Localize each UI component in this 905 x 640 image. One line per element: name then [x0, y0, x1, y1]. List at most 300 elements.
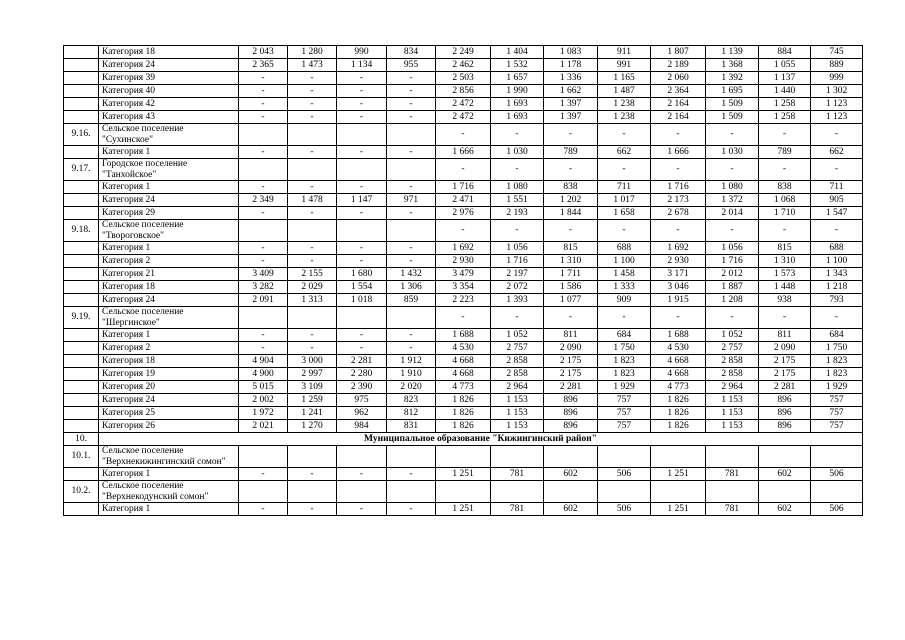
category-name: Категория 24 — [99, 394, 239, 407]
value-cell: - — [759, 220, 811, 242]
value-cell: 975 — [337, 394, 387, 407]
value-cell: 1 807 — [651, 46, 706, 59]
value-cell: 4 668 — [436, 368, 491, 381]
value-cell — [387, 220, 436, 242]
value-cell: - — [544, 307, 598, 329]
value-cell: 2 997 — [288, 368, 337, 381]
row-number — [64, 268, 99, 281]
value-cell: - — [544, 124, 598, 146]
value-cell: 859 — [387, 294, 436, 307]
value-cell: - — [337, 329, 387, 342]
value-cell: 2 021 — [239, 420, 288, 433]
value-cell: 1 826 — [436, 394, 491, 407]
row-number: 10. — [64, 433, 99, 446]
settlement-name: Городское поселение "Танхойское" — [99, 159, 239, 181]
value-cell: 2 281 — [544, 381, 598, 394]
value-cell: 1 055 — [759, 59, 811, 72]
value-cell: 1 017 — [598, 194, 651, 207]
value-cell: 911 — [598, 46, 651, 59]
value-cell: - — [337, 242, 387, 255]
value-cell — [239, 307, 288, 329]
value-cell: 1 052 — [491, 329, 544, 342]
value-cell: - — [337, 85, 387, 98]
value-cell: 5 015 — [239, 381, 288, 394]
category-name: Категория 19 — [99, 368, 239, 381]
value-cell — [387, 159, 436, 181]
value-cell: 3 354 — [436, 281, 491, 294]
table-row — [64, 503, 863, 516]
value-cell: 745 — [811, 46, 863, 59]
value-cell: - — [239, 468, 288, 481]
category-name: Категория 1 — [99, 329, 239, 342]
value-cell: 1 666 — [651, 146, 706, 159]
value-cell: - — [598, 124, 651, 146]
value-cell: 1 716 — [651, 181, 706, 194]
settlement-row — [64, 220, 863, 242]
row-number — [64, 394, 99, 407]
value-cell — [337, 481, 387, 503]
table-row — [64, 72, 863, 85]
value-cell: 1 844 — [544, 207, 598, 220]
value-cell: 1 692 — [651, 242, 706, 255]
value-cell: 711 — [598, 181, 651, 194]
category-name: Категория 21 — [99, 268, 239, 281]
value-cell: 2 280 — [337, 368, 387, 381]
value-cell: 1 716 — [436, 181, 491, 194]
value-cell: - — [337, 255, 387, 268]
value-cell: 896 — [759, 407, 811, 420]
row-number — [64, 181, 99, 194]
value-cell: 1 573 — [759, 268, 811, 281]
value-cell: 1 711 — [544, 268, 598, 281]
value-cell: 1 056 — [491, 242, 544, 255]
value-cell: 757 — [811, 420, 863, 433]
value-cell: 1 238 — [598, 111, 651, 124]
value-cell: 1 509 — [706, 111, 759, 124]
value-cell: 1 716 — [706, 255, 759, 268]
value-cell: 2 090 — [759, 342, 811, 355]
value-cell — [239, 446, 288, 468]
category-name: Категория 18 — [99, 46, 239, 59]
value-cell: 1 372 — [706, 194, 759, 207]
value-cell: - — [337, 98, 387, 111]
value-cell: 1 657 — [491, 72, 544, 85]
value-cell: 1 123 — [811, 111, 863, 124]
value-cell — [436, 446, 491, 468]
tariff-table — [63, 45, 863, 516]
row-number — [64, 207, 99, 220]
value-cell: - — [337, 207, 387, 220]
value-cell: 2 930 — [651, 255, 706, 268]
value-cell: 2 390 — [337, 381, 387, 394]
value-cell: 2 197 — [491, 268, 544, 281]
value-cell — [598, 446, 651, 468]
value-cell: - — [288, 72, 337, 85]
row-number — [64, 111, 99, 124]
value-cell: 2 175 — [759, 368, 811, 381]
value-cell: 823 — [387, 394, 436, 407]
value-cell: 812 — [387, 407, 436, 420]
value-cell: 2 189 — [651, 59, 706, 72]
value-cell — [544, 481, 598, 503]
value-cell: 2 678 — [651, 207, 706, 220]
value-cell: 1 750 — [811, 342, 863, 355]
value-cell: 4 530 — [651, 342, 706, 355]
row-number — [64, 46, 99, 59]
value-cell: 2 173 — [651, 194, 706, 207]
value-cell: 1 972 — [239, 407, 288, 420]
table-row — [64, 329, 863, 342]
value-cell: - — [706, 124, 759, 146]
value-cell — [239, 159, 288, 181]
settlement-row — [64, 124, 863, 146]
value-cell: 896 — [759, 420, 811, 433]
value-cell: - — [337, 503, 387, 516]
value-cell: 2 090 — [544, 342, 598, 355]
value-cell: 1 658 — [598, 207, 651, 220]
value-cell: 1 178 — [544, 59, 598, 72]
category-name: Категория 43 — [99, 111, 239, 124]
value-cell: 1 153 — [706, 394, 759, 407]
value-cell: - — [288, 242, 337, 255]
value-cell — [288, 220, 337, 242]
value-cell — [491, 481, 544, 503]
value-cell: - — [387, 111, 436, 124]
value-cell: 1 218 — [811, 281, 863, 294]
value-cell: 1 368 — [706, 59, 759, 72]
value-cell: 1 432 — [387, 268, 436, 281]
value-cell: 1 336 — [544, 72, 598, 85]
value-cell: 1 693 — [491, 111, 544, 124]
value-cell: 757 — [811, 394, 863, 407]
value-cell: 2 002 — [239, 394, 288, 407]
value-cell: - — [288, 503, 337, 516]
value-cell — [811, 446, 863, 468]
value-cell: - — [387, 242, 436, 255]
value-cell: 789 — [759, 146, 811, 159]
row-number — [64, 242, 99, 255]
value-cell: 781 — [491, 468, 544, 481]
section-title: Муниципальное образование "Кижингинский район" — [99, 433, 863, 446]
value-cell: - — [387, 72, 436, 85]
value-cell: 1 202 — [544, 194, 598, 207]
value-cell: 1 208 — [706, 294, 759, 307]
value-cell: 1 826 — [651, 420, 706, 433]
value-cell: 1 440 — [759, 85, 811, 98]
value-cell: 1 826 — [651, 407, 706, 420]
value-cell: 2 091 — [239, 294, 288, 307]
value-cell: - — [239, 98, 288, 111]
table-row — [64, 46, 863, 59]
value-cell: 1 030 — [491, 146, 544, 159]
value-cell: - — [337, 181, 387, 194]
value-cell: 1 826 — [436, 407, 491, 420]
value-cell: 815 — [544, 242, 598, 255]
value-cell: 815 — [759, 242, 811, 255]
value-cell: 4 530 — [436, 342, 491, 355]
value-cell: 1 080 — [706, 181, 759, 194]
row-number — [64, 281, 99, 294]
value-cell — [288, 307, 337, 329]
value-cell: 1 165 — [598, 72, 651, 85]
row-number — [64, 503, 99, 516]
value-cell: 991 — [598, 59, 651, 72]
category-name: Категория 18 — [99, 355, 239, 368]
value-cell: - — [706, 220, 759, 242]
value-cell: 1 343 — [811, 268, 863, 281]
value-cell: 3 171 — [651, 268, 706, 281]
value-cell: 2 964 — [491, 381, 544, 394]
value-cell: - — [598, 220, 651, 242]
value-cell: 938 — [759, 294, 811, 307]
value-cell: 811 — [759, 329, 811, 342]
value-cell: 688 — [811, 242, 863, 255]
value-cell: 2 014 — [706, 207, 759, 220]
value-cell: 757 — [598, 420, 651, 433]
value-cell: 602 — [544, 503, 598, 516]
value-cell: - — [337, 146, 387, 159]
value-cell — [337, 159, 387, 181]
value-cell: 1 716 — [491, 255, 544, 268]
value-cell: 2 472 — [436, 98, 491, 111]
value-cell: 1 258 — [759, 111, 811, 124]
value-cell — [544, 446, 598, 468]
value-cell: - — [811, 159, 863, 181]
value-cell: 838 — [759, 181, 811, 194]
value-cell: 1 662 — [544, 85, 598, 98]
value-cell: - — [337, 342, 387, 355]
table-row — [64, 394, 863, 407]
value-cell: 757 — [598, 407, 651, 420]
value-cell: - — [239, 255, 288, 268]
value-cell: 2 249 — [436, 46, 491, 59]
value-cell: - — [651, 307, 706, 329]
value-cell: 1 100 — [598, 255, 651, 268]
value-cell: - — [239, 181, 288, 194]
value-cell — [239, 220, 288, 242]
value-cell: 1 139 — [706, 46, 759, 59]
value-cell: 1 680 — [337, 268, 387, 281]
row-number — [64, 98, 99, 111]
value-cell: 1 666 — [436, 146, 491, 159]
value-cell: 2 060 — [651, 72, 706, 85]
value-cell: 1 153 — [706, 407, 759, 420]
value-cell: 1 910 — [387, 368, 436, 381]
value-cell: 1 750 — [598, 342, 651, 355]
value-cell: 1 241 — [288, 407, 337, 420]
value-cell — [811, 481, 863, 503]
value-cell: 3 479 — [436, 268, 491, 281]
value-cell: 2 072 — [491, 281, 544, 294]
value-cell: 1 134 — [337, 59, 387, 72]
value-cell: 1 123 — [811, 98, 863, 111]
value-cell: 2 175 — [759, 355, 811, 368]
table-row — [64, 111, 863, 124]
value-cell: 1 823 — [811, 368, 863, 381]
value-cell: 1 077 — [544, 294, 598, 307]
value-cell: - — [288, 468, 337, 481]
value-cell: 2 757 — [491, 342, 544, 355]
value-cell: 889 — [811, 59, 863, 72]
value-cell: 1 912 — [387, 355, 436, 368]
table-row — [64, 368, 863, 381]
value-cell: - — [288, 255, 337, 268]
value-cell: 1 147 — [337, 194, 387, 207]
value-cell: 1 100 — [811, 255, 863, 268]
value-cell: 2 472 — [436, 111, 491, 124]
value-cell: 1 586 — [544, 281, 598, 294]
value-cell: 1 551 — [491, 194, 544, 207]
category-name: Категория 42 — [99, 98, 239, 111]
value-cell: 506 — [598, 503, 651, 516]
value-cell: 1 554 — [337, 281, 387, 294]
value-cell: 1 458 — [598, 268, 651, 281]
value-cell — [759, 446, 811, 468]
value-cell: 884 — [759, 46, 811, 59]
table-row — [64, 355, 863, 368]
value-cell: - — [239, 342, 288, 355]
value-cell: 990 — [337, 46, 387, 59]
value-cell: - — [598, 307, 651, 329]
value-cell — [337, 446, 387, 468]
value-cell: - — [387, 342, 436, 355]
table-row — [64, 181, 863, 194]
category-name: Категория 24 — [99, 194, 239, 207]
row-number — [64, 294, 99, 307]
value-cell — [598, 481, 651, 503]
settlement-name: Сельское поселение "Сухинское" — [99, 124, 239, 146]
value-cell: 1 547 — [811, 207, 863, 220]
row-number — [64, 468, 99, 481]
category-name: Категория 1 — [99, 146, 239, 159]
value-cell: 2 858 — [706, 368, 759, 381]
value-cell: - — [239, 85, 288, 98]
value-cell: 2 175 — [544, 368, 598, 381]
value-cell: 1 397 — [544, 98, 598, 111]
value-cell: 781 — [706, 503, 759, 516]
value-cell — [288, 124, 337, 146]
value-cell: - — [436, 159, 491, 181]
value-cell: 1 823 — [598, 355, 651, 368]
value-cell: 602 — [759, 503, 811, 516]
value-cell: 2 164 — [651, 98, 706, 111]
table-row — [64, 381, 863, 394]
row-number — [64, 59, 99, 72]
value-cell: - — [288, 342, 337, 355]
table-row — [64, 98, 863, 111]
value-cell: 1 397 — [544, 111, 598, 124]
table-row — [64, 59, 863, 72]
value-cell: 711 — [811, 181, 863, 194]
row-number — [64, 194, 99, 207]
value-cell — [387, 481, 436, 503]
value-cell — [651, 481, 706, 503]
value-cell: 506 — [811, 468, 863, 481]
value-cell: 4 668 — [651, 368, 706, 381]
row-number: 9.18. — [64, 220, 99, 242]
value-cell: 4 668 — [436, 355, 491, 368]
value-cell: - — [811, 307, 863, 329]
value-cell: 1 710 — [759, 207, 811, 220]
row-number — [64, 146, 99, 159]
value-cell: 1 915 — [651, 294, 706, 307]
value-cell: 2 976 — [436, 207, 491, 220]
table-row — [64, 242, 863, 255]
value-cell: - — [239, 503, 288, 516]
category-name: Категория 1 — [99, 181, 239, 194]
value-cell: 506 — [598, 468, 651, 481]
value-cell: 2 858 — [491, 368, 544, 381]
row-number: 10.1. — [64, 446, 99, 468]
value-cell: 1 823 — [811, 355, 863, 368]
value-cell: 1 302 — [811, 85, 863, 98]
value-cell: 1 333 — [598, 281, 651, 294]
table-row — [64, 268, 863, 281]
settlement-row — [64, 446, 863, 468]
value-cell: 1 068 — [759, 194, 811, 207]
value-cell — [759, 481, 811, 503]
row-number: 9.16. — [64, 124, 99, 146]
category-name: Категория 25 — [99, 407, 239, 420]
value-cell: 1 153 — [491, 394, 544, 407]
value-cell: 896 — [544, 407, 598, 420]
value-cell: 1 251 — [651, 503, 706, 516]
row-number — [64, 72, 99, 85]
value-cell: 1 688 — [436, 329, 491, 342]
value-cell: 1 826 — [651, 394, 706, 407]
table-row — [64, 281, 863, 294]
value-cell: 1 137 — [759, 72, 811, 85]
value-cell: 789 — [544, 146, 598, 159]
value-cell: - — [706, 307, 759, 329]
value-cell: 2 029 — [288, 281, 337, 294]
value-cell: 962 — [337, 407, 387, 420]
value-cell: 1 404 — [491, 46, 544, 59]
value-cell: - — [759, 124, 811, 146]
value-cell: - — [544, 220, 598, 242]
category-name: Категория 18 — [99, 281, 239, 294]
value-cell — [436, 481, 491, 503]
value-cell: - — [239, 329, 288, 342]
value-cell: 1 306 — [387, 281, 436, 294]
value-cell: 3 046 — [651, 281, 706, 294]
value-cell: 3 109 — [288, 381, 337, 394]
row-number: 10.2. — [64, 481, 99, 503]
settlement-name: Сельское поселение "Шергинское" — [99, 307, 239, 329]
value-cell — [337, 220, 387, 242]
table-row — [64, 146, 863, 159]
value-cell: 1 310 — [544, 255, 598, 268]
value-cell: 1 478 — [288, 194, 337, 207]
settlement-row — [64, 307, 863, 329]
value-cell: 1 251 — [436, 503, 491, 516]
value-cell: 984 — [337, 420, 387, 433]
value-cell: - — [239, 207, 288, 220]
value-cell: 4 773 — [436, 381, 491, 394]
value-cell: 602 — [759, 468, 811, 481]
value-cell: 2 281 — [759, 381, 811, 394]
row-number — [64, 368, 99, 381]
value-cell: - — [491, 124, 544, 146]
value-cell: 506 — [811, 503, 863, 516]
value-cell: 1 473 — [288, 59, 337, 72]
value-cell: 896 — [544, 420, 598, 433]
table-row — [64, 85, 863, 98]
value-cell: 4 668 — [651, 355, 706, 368]
value-cell: 2 043 — [239, 46, 288, 59]
value-cell: - — [491, 220, 544, 242]
value-cell: 1 080 — [491, 181, 544, 194]
